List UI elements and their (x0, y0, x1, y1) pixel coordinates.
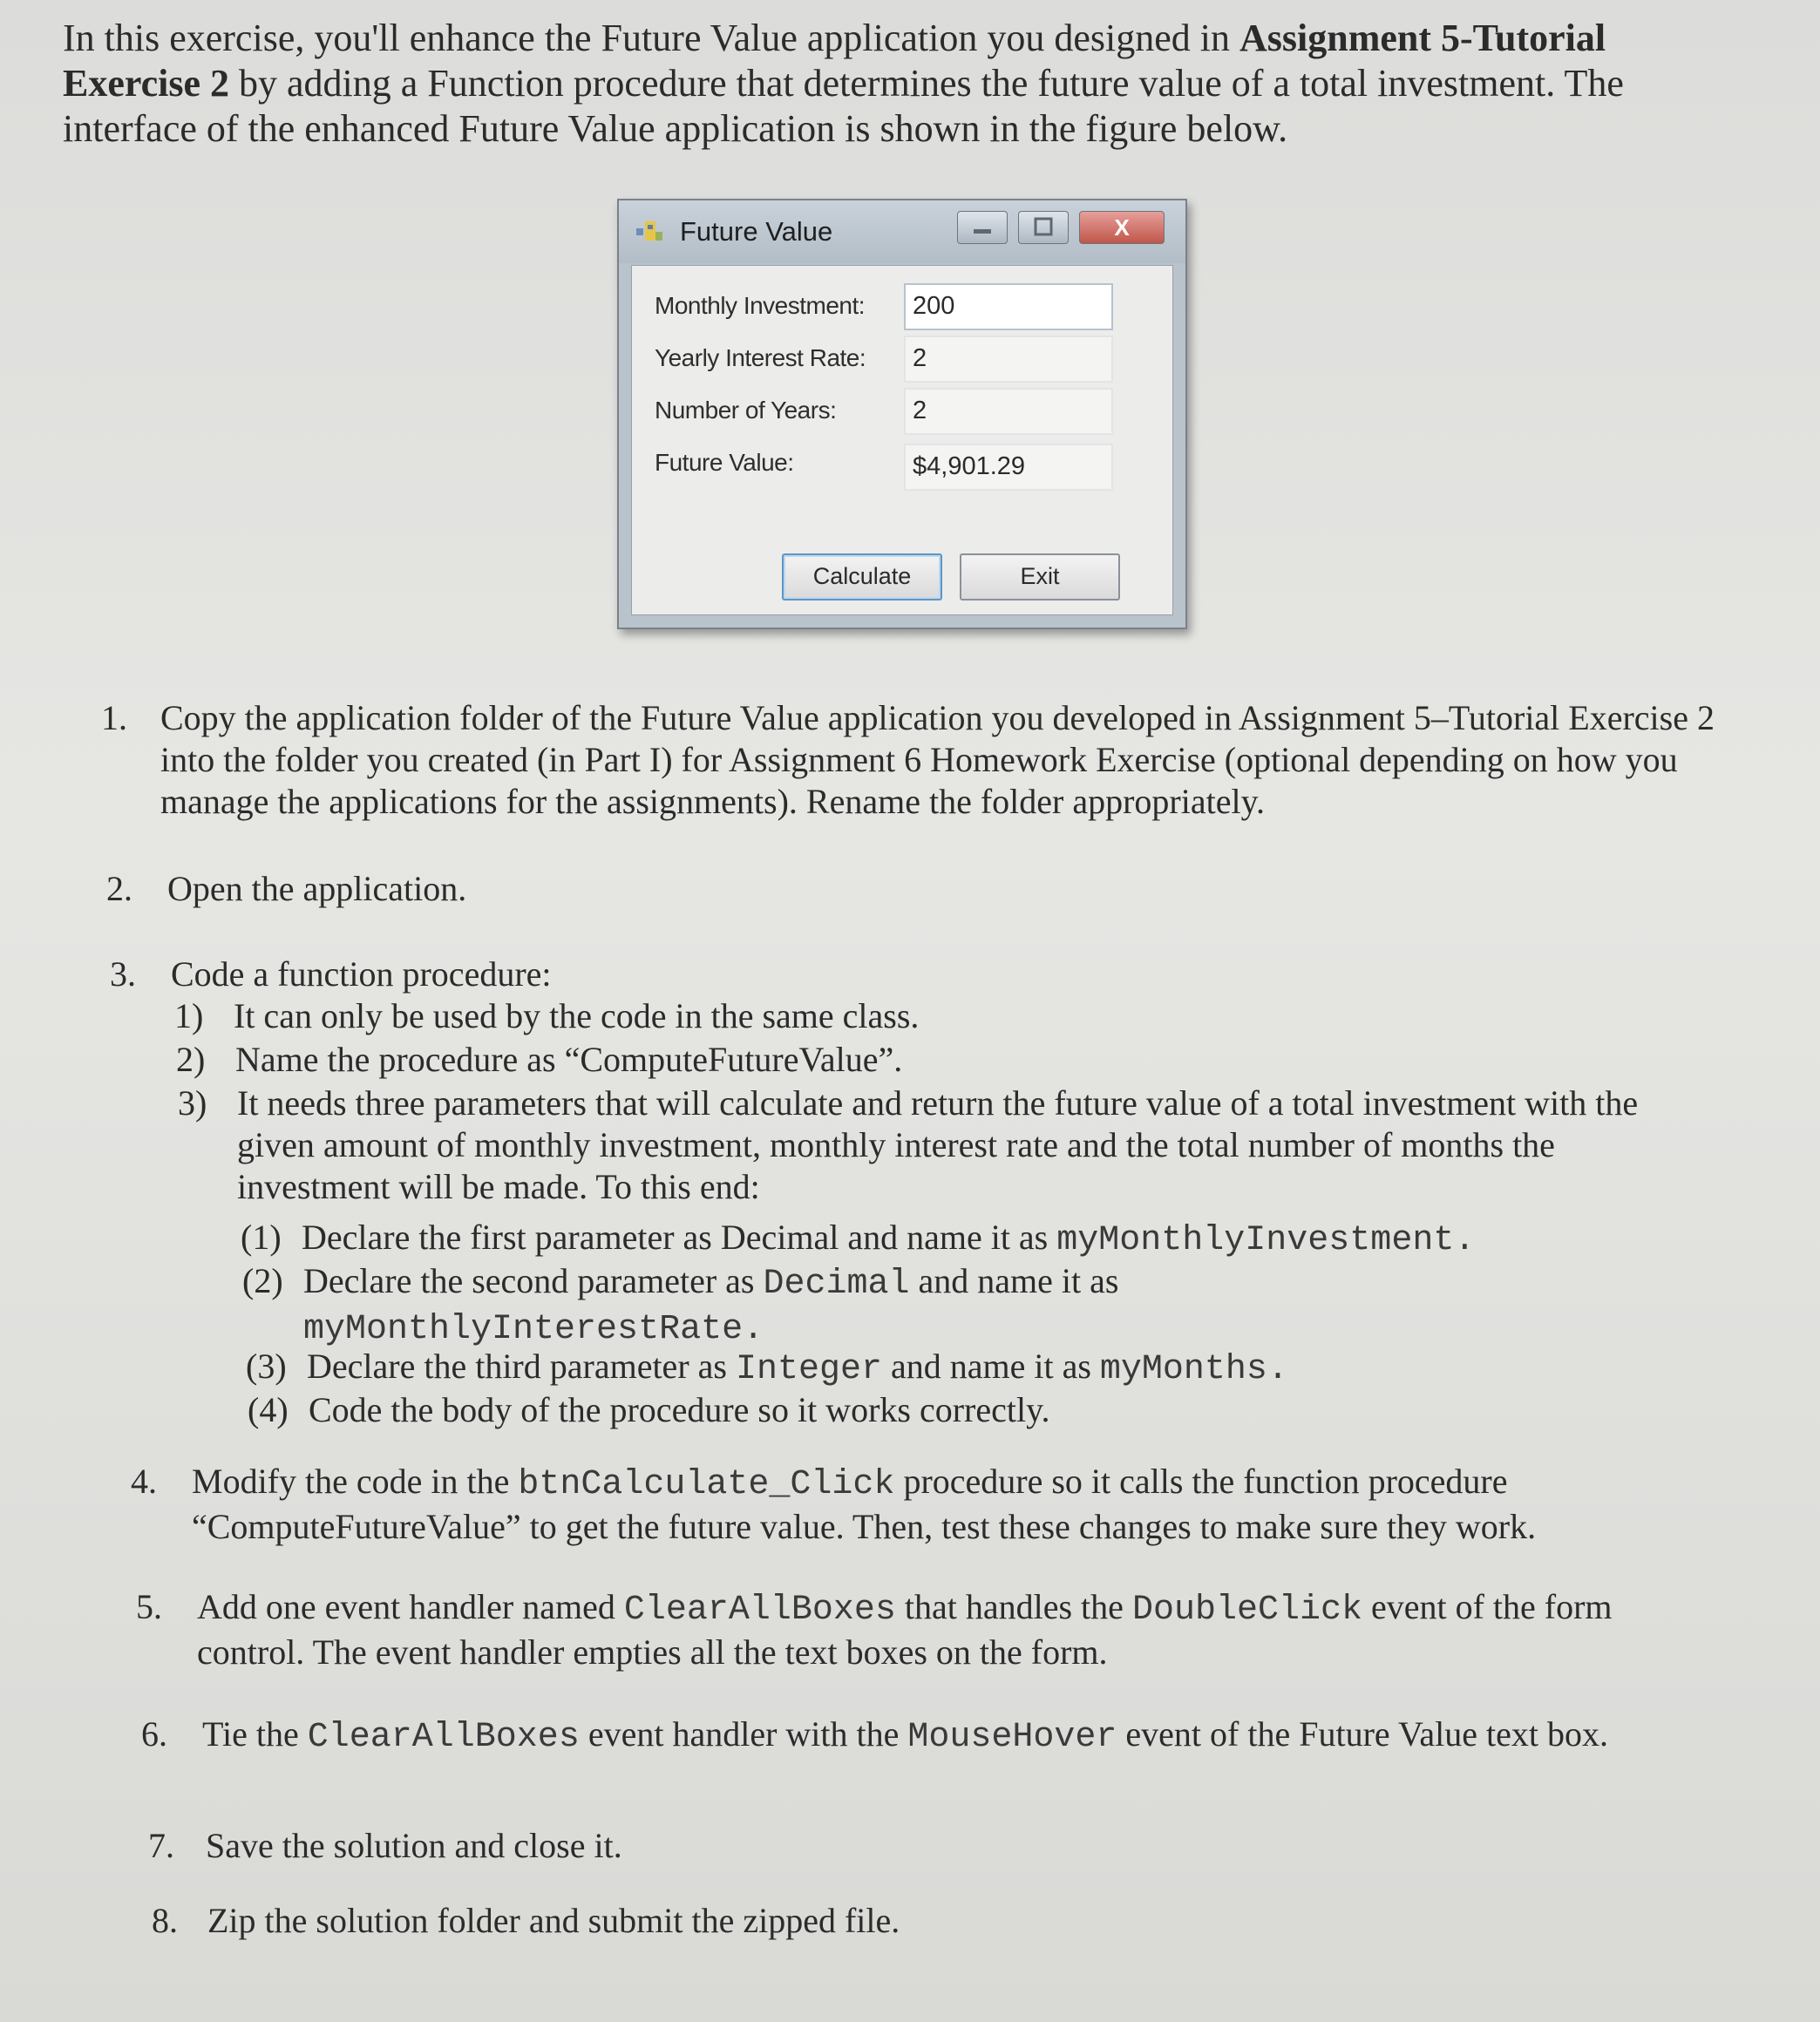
step-3-sub1-text: It can only be used by the code in the same class. (234, 996, 920, 1035)
step-5-desc-b: that handles the (895, 1587, 1132, 1626)
step-6-number: 6. (141, 1714, 167, 1754)
step-4-code: btnCalculate_Click (518, 1465, 895, 1504)
step-6-desc-c: event of the Future Value text box. (1117, 1714, 1608, 1754)
app-icon (636, 220, 662, 242)
step-8-number: 8. (152, 1901, 178, 1940)
minimize-icon (958, 212, 1007, 243)
close-button[interactable] (1079, 211, 1165, 244)
param-1-code: myMonthlyInvestment. (1056, 1221, 1476, 1260)
close-icon: X (1114, 214, 1130, 241)
step-4-number: 4. (131, 1462, 157, 1501)
monthly-investment-value: 200 (913, 292, 955, 320)
param-2-desc-b: and name it as (909, 1261, 1119, 1300)
step-3-text: Code a function procedure: (171, 954, 552, 994)
step-1-text: Copy the application folder of the Future Value application you developed in Assignment 5–Tutorial Exercise 2 into the folder you created (in Part I) for Assignment 6 Homework Exercise (optional depending on how you manage the applications for the assignments). Rename the folder appropriately. (160, 698, 1715, 821)
step-3-sub3-text: It needs three parameters that will calculate and return the future value of a total investment with the given amount of monthly investment, monthly interest rate and the total number of months the investment will be made. To this end: (237, 1083, 1639, 1206)
window-titlebar[interactable] (619, 200, 1185, 263)
step-5-desc-c: event of the form control. The event handler empties all the text boxes on the form. (197, 1587, 1613, 1672)
future-value-value: $4,901.29 (913, 452, 1026, 480)
step-5-code-b: DoubleClick (1131, 1591, 1362, 1630)
monthly-investment-input[interactable] (904, 283, 1113, 330)
param-3-text (307, 1346, 1736, 1391)
window-client-area (631, 265, 1173, 615)
param-4-number: (4) (248, 1390, 289, 1429)
param-3-desc-b: and name it as (881, 1347, 1100, 1386)
step-6-text (202, 1713, 1632, 1759)
yearly-interest-rate-label: Yearly Interest Rate: (655, 344, 866, 371)
step-5-text (197, 1586, 1626, 1673)
param-3-desc-a: Declare the third parameter as (307, 1347, 736, 1386)
step-2-number: 2. (106, 869, 132, 908)
step-2-text: Open the application. (167, 869, 467, 908)
step-3-sub1-number: 1) (174, 996, 204, 1035)
step-7-text: Save the solution and close it. (206, 1826, 622, 1865)
yearly-interest-rate-input[interactable] (904, 336, 1113, 383)
step-5-code-a: ClearAllBoxes (623, 1591, 896, 1630)
exit-button-label: Exit (1020, 563, 1060, 589)
intro-bold-assignment: Assignment 5-Tutorial Exercise 2 (63, 17, 1606, 105)
step-4-desc-b: procedure so it calls the function procedure “ComputeFutureValue” to get the future value. Then, test these changes to make sure they work. (192, 1462, 1537, 1546)
step-3-sub2-text: Name the procedure as “ComputeFutureValue”. (235, 1040, 903, 1079)
maximize-button[interactable] (1018, 211, 1069, 244)
calculate-button-label: Calculate (812, 563, 912, 589)
param-3-number: (3) (246, 1347, 287, 1386)
future-value-label: Future Value: (655, 449, 794, 476)
minimize-button[interactable] (957, 211, 1008, 244)
step-5-number: 5. (136, 1587, 162, 1626)
step-6-code-a: ClearAllBoxes (307, 1718, 580, 1757)
future-value-output[interactable] (904, 444, 1113, 491)
intro-paragraph (63, 16, 1719, 152)
calculate-button[interactable] (782, 553, 942, 600)
intro-text-2: by adding a Function procedure that determines the future value of a total investment. The interface of the enhanced Future Value application is shown in the figure below. (63, 62, 1624, 150)
step-6-code-b: MouseHover (907, 1718, 1117, 1757)
param-1-number: (1) (241, 1218, 282, 1257)
param-3-code-b: myMonths. (1099, 1350, 1288, 1389)
param-4-text: Code the body of the procedure so it works correctly. (309, 1390, 1050, 1429)
param-1-desc: Declare the first parameter as Decimal and name it as (302, 1218, 1057, 1257)
step-1-number: 1. (101, 698, 127, 737)
step-6-desc-a: Tie the (202, 1714, 308, 1754)
param-2-code-b: myMonthlyInterestRate. (303, 1310, 764, 1349)
step-3-sub2-number: 2) (176, 1040, 206, 1079)
param-2-code-a: Decimal (763, 1265, 910, 1304)
param-3-code-a: Integer (735, 1350, 882, 1389)
number-of-years-input[interactable] (904, 388, 1113, 435)
exit-button[interactable] (960, 553, 1120, 600)
step-7-number: 7. (148, 1826, 174, 1865)
intro-text-1: In this exercise, you'll enhance the Future Value application you designed in (63, 17, 1239, 59)
param-1-text (302, 1217, 1731, 1262)
step-6-desc-b: event handler with the (579, 1714, 908, 1754)
step-8-text: Zip the solution folder and submit the zipped file. (207, 1901, 900, 1940)
number-of-years-label: Number of Years: (655, 397, 837, 424)
step-4-desc-a: Modify the code in the (192, 1462, 519, 1501)
step-3-number: 3. (110, 954, 136, 994)
step-5-desc-a: Add one event handler named (197, 1587, 624, 1626)
window-title: Future Value (680, 216, 833, 247)
step-4-text (192, 1461, 1621, 1548)
monthly-investment-label: Monthly Investment: (655, 292, 866, 319)
yearly-interest-rate-value: 2 (913, 344, 927, 372)
future-value-window (617, 199, 1187, 629)
step-3-sub3-number: 3) (178, 1083, 207, 1123)
number-of-years-value: 2 (913, 397, 927, 424)
param-2-text (303, 1260, 1663, 1351)
maximize-icon (1019, 212, 1068, 243)
param-2-desc-a: Declare the second parameter as (303, 1261, 764, 1300)
param-2-number: (2) (242, 1261, 283, 1300)
